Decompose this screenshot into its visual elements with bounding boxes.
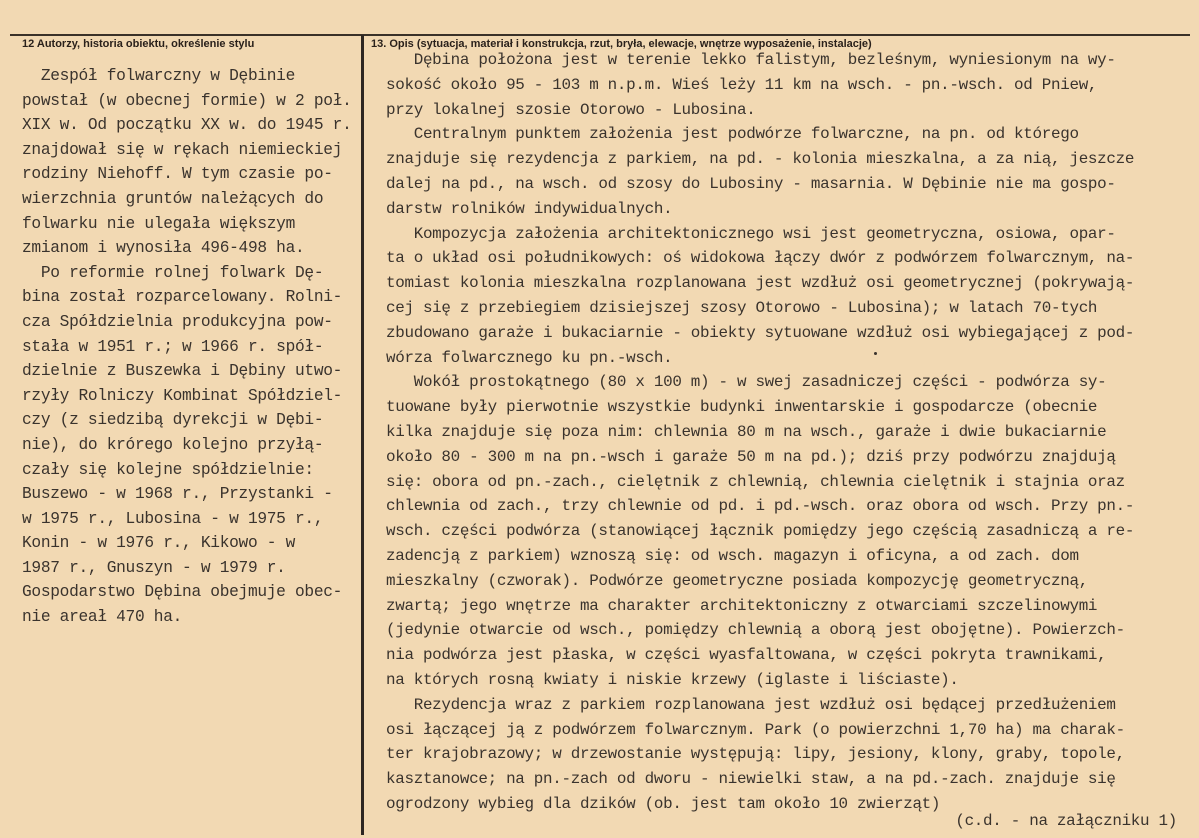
description-text-line: zwartą; jego wnętrze ma charakter architektoniczny z otwarciami szczelinowymi bbox=[386, 596, 1098, 615]
continuation-note: (c.d. - na załączniku 1) bbox=[955, 812, 1177, 830]
description-text-line: około 80 - 300 m na pn.-wsch i garaże 50 m na pd.); dziś przy podwórzu znajdują bbox=[386, 447, 1116, 466]
history-text-line: Zespół folwarczny w Dębinie bbox=[22, 67, 296, 85]
header-rule bbox=[10, 34, 1190, 36]
history-text-line: powstał (w obecnej formie) w 2 poł. bbox=[22, 91, 352, 110]
history-text-line: XIX w. Od początku XX w. do 1945 r. bbox=[22, 116, 352, 135]
history-text-line: czały się kolejne spółdzielnie: bbox=[22, 460, 314, 479]
history-text-line: czy (z siedzibą dyrekcji w Dębi- bbox=[22, 411, 324, 430]
description-text-line: tomiast kolonia mieszkalna rozplanowana jest wzdłuż osi geometrycznej (pokrywają- bbox=[386, 274, 1135, 293]
history-text-line: rodziny Niehoff. W tym czasie po- bbox=[22, 165, 333, 184]
description-text-line: dalej na pd., na wsch. od szosy do Lubosiny - masarnia. W Dębinie nie ma gospo- bbox=[386, 174, 1116, 193]
history-text-line: Po reformie rolnej folwark Dę- bbox=[22, 263, 324, 282]
description-text-line: darstw rolników indywidualnych. bbox=[386, 199, 673, 218]
description-text-line: cej się z przebiegiem dzisiejszej szosy Otorowo - Lubosina); w latach 70-tych bbox=[386, 298, 1098, 317]
description-text-line: Centralnym punktem założenia jest podwórze folwarczne, na pn. od którego bbox=[386, 125, 1079, 144]
description-text-line: kasztanowce; na pn.-zach od dworu - niewielki staw, a na pd.-zach. znajduje się bbox=[386, 770, 1116, 789]
description-text-line: wsch. części podwórza (stanowiącej łącznik pomiędzy jego częścią zasadniczą a re- bbox=[386, 522, 1135, 541]
description-text-line: chlewnia od zach., trzy chlewnie od pd. i pd.-wsch. oraz obora od wsch. Przy pn.- bbox=[386, 497, 1135, 516]
history-text-line: rzyły Rolniczy Kombinat Spółdziel- bbox=[22, 386, 343, 405]
column-divider bbox=[361, 35, 364, 835]
description-text-line: przy lokalnej szosie Otorowo - Lubosina. bbox=[386, 100, 756, 119]
description-text-line: Dębina położona jest w terenie lekko falistym, bezleśnym, wyniesionym na wy- bbox=[386, 51, 1116, 69]
section-13-heading: 13. Opis (sytuacja, materiał i konstrukcja, rzut, bryła, elewacje, wnętrze wyposażenie, instalacje) bbox=[371, 38, 872, 50]
description-text-line: sokość około 95 - 103 m n.p.m. Wieś leży 11 km na wsch. - pn.-wsch. od Pniew, bbox=[386, 75, 1098, 94]
history-text-line: stała w 1951 r.; w 1966 r. spół- bbox=[22, 337, 324, 356]
history-text-line: Gospodarstwo Dębina obejmuje obec- bbox=[22, 583, 343, 602]
description-text-column bbox=[386, 48, 1134, 817]
description-text-line: mieszkalny (czworak). Podwórze geometryczne posiada kompozycję geometryczną, bbox=[386, 571, 1088, 590]
description-text-line: ta o układ osi południkowych: oś widokowa łączy dwór z podwórzem folwarcznym, na- bbox=[386, 249, 1135, 268]
history-text-line: w 1975 r., Lubosina - w 1975 r., bbox=[22, 509, 324, 528]
description-text-line: Wokół prostokątnego (80 x 100 m) - w swej zasadniczej części - podwórza sy- bbox=[386, 373, 1107, 392]
history-text-line: Konin - w 1976 r., Kikowo - w bbox=[22, 534, 296, 553]
section-12-heading: 12 Autorzy, historia obiektu, określenie stylu bbox=[22, 38, 255, 50]
description-text-line: zadencją z parkiem) wznoszą się: od wsch. magazyn i oficyna, a od zach. dom bbox=[386, 546, 1079, 565]
history-text-line: bina został rozparcelowany. Rolni- bbox=[22, 288, 343, 307]
description-text-line: wórza folwarcznego ku pn.-wsch. bbox=[386, 348, 673, 367]
description-text-line: Kompozycja założenia architektonicznego wsi jest geometryczna, osiowa, opar- bbox=[386, 224, 1116, 243]
history-text-line: 1987 r., Gnuszyn - w 1979 r. bbox=[22, 558, 286, 577]
description-text-line: kilka znajduje się poza nim: chlewnia 80 m na wsch., garaże i dwie bukaciarnie bbox=[386, 422, 1107, 441]
history-text-line: cza Spółdzielnia produkcyjna pow- bbox=[22, 312, 333, 331]
description-text-line: znajduje się rezydencja z parkiem, na pd. - kolonia mieszkalna, a za nią, jeszcze bbox=[386, 150, 1135, 169]
description-text-line: nia podwórza jest płaska, w części wyasfaltowana, w części pokryta trawnikami, bbox=[386, 646, 1107, 665]
history-text-line: Buszewo - w 1968 r., Przystanki - bbox=[22, 485, 333, 504]
description-text-line: się: obora od pn.-zach., cielętnik z chlewnią, chlewnia cielętnik i stajnia oraz bbox=[386, 472, 1125, 491]
description-text-line: zbudowano garaże i bukaciarnie - obiekty sytuowane wzdłuż osi wybiegającej z pod- bbox=[386, 323, 1135, 342]
description-text-line: na których rosną kwiaty i niskie krzewy (iglaste i liściaste). bbox=[386, 670, 959, 689]
history-text-column bbox=[22, 64, 352, 630]
history-text-line: dzielnie z Buszewka i Dębiny utwo- bbox=[22, 362, 343, 381]
history-text-line: znajdował się w rękach niemieckiej bbox=[22, 140, 343, 159]
history-text-line: wierzchnia gruntów należących do bbox=[22, 189, 324, 208]
description-text-line: osi łączącej ją z podwórzem folwarcznym. Park (o powierzchni 1,70 ha) ma charak- bbox=[386, 720, 1125, 739]
ink-dot bbox=[874, 352, 877, 355]
history-text-line: nie areał 470 ha. bbox=[22, 608, 183, 627]
history-text-line: folwarku nie ulegała większym bbox=[22, 214, 296, 233]
description-text-line: ogrodzony wybieg dla dzików (ob. jest tam około 10 zwierząt) bbox=[386, 794, 941, 813]
history-text-line: zmianom i wynosiła 496-498 ha. bbox=[22, 239, 305, 258]
history-text-line: nie), do krórego kolejno przyłą- bbox=[22, 435, 324, 454]
description-text-line: tuowane były pierwotnie wszystkie budynki inwentarskie i gospodarcze (obecnie bbox=[386, 398, 1098, 417]
description-text-line: (jedynie otwarcie od wsch., pomiędzy chlewnią a oborą jest obojętne). Powierzch- bbox=[386, 621, 1125, 640]
description-text-line: Rezydencja wraz z parkiem rozplanowana jest wzdłuż osi będącej przedłużeniem bbox=[386, 695, 1116, 714]
description-text-line: ter krajobrazowy; w drzewostanie występują: lipy, jesiony, klony, graby, topole, bbox=[386, 745, 1125, 764]
